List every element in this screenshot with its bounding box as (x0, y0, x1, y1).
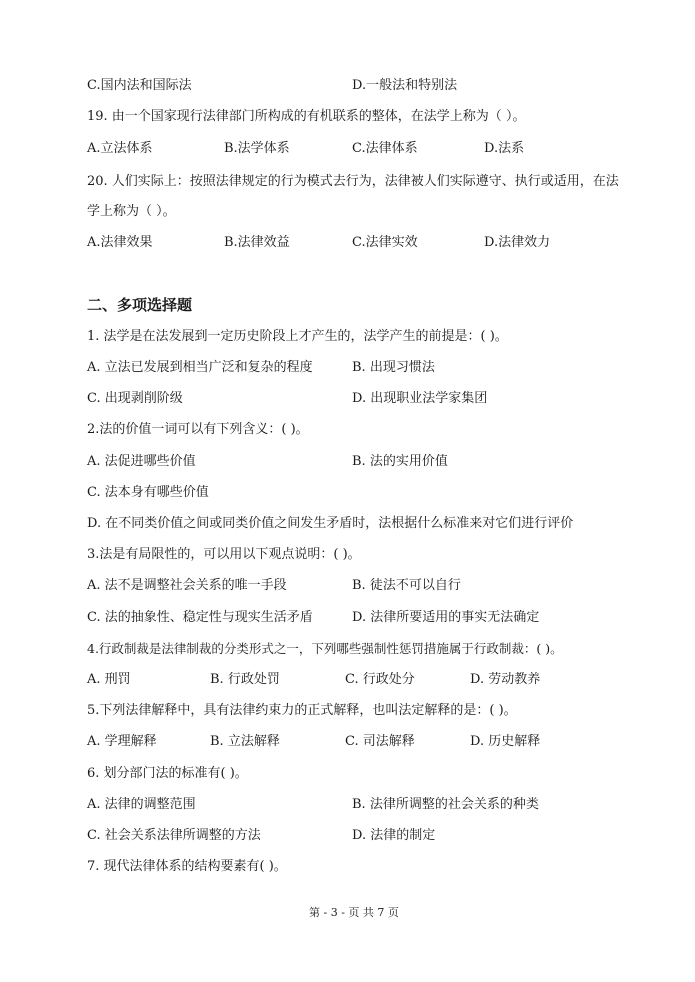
option-a: A.立法体系 (87, 141, 153, 156)
option-d: D. 法律的制定 (352, 828, 436, 843)
option-d: D. 在不同类价值之间或同类价值之间发生矛盾时，法根据什么标准来对它们进行评价 (87, 516, 574, 531)
question-6: 6. 划分部门法的标准有( )。 (87, 766, 248, 781)
option-d: D. 法律所要适用的事实无法确定 (352, 610, 540, 625)
option-d: D.法系 (484, 141, 525, 156)
option-d: D.一般法和特别法 (352, 78, 458, 93)
option-c: C. 法本身有哪些价值 (87, 485, 209, 500)
question-4: 4.行政制裁是法律制裁的分类形式之一，下列哪些强制性惩罚措施属于行政制裁：( )。 (87, 641, 563, 656)
option-a: A. 刑罚 (87, 672, 131, 687)
option-c: C. 法的抽象性、稳定性与现实生活矛盾 (87, 610, 313, 625)
option-b: B. 法律所调整的社会关系的种类 (352, 797, 539, 812)
question-3: 3.法是有局限性的，可以用以下观点说明：( )。 (87, 547, 361, 562)
page-footer: 第 - 3 - 页 共 7 页 (309, 906, 399, 919)
option-b: B.法学体系 (224, 141, 290, 156)
option-c: C. 社会关系法律所调整的方法 (87, 828, 261, 843)
question-1: 1. 法学是在法发展到一定历史阶段上才产生的，法学产生的前提是：( )。 (87, 329, 508, 344)
question-19: 19. 由一个国家现行法律部门所构成的有机联系的整体，在法学上称为（ ）。 (87, 109, 526, 124)
option-d: D.法律效力 (484, 235, 551, 250)
option-a: A. 立法已发展到相当广泛和复杂的程度 (87, 360, 313, 375)
option-d: D. 劳动教养 (470, 672, 541, 687)
question-5: 5.下列法律解释中，具有法律约束力的正式解释，也叫法定解释的是：( )。 (87, 703, 517, 718)
option-a: A. 法促进哪些价值 (87, 454, 196, 469)
option-c: C.法律体系 (352, 141, 418, 156)
question-20: 20. 人们实际上：按照法律规定的行为模式去行为，法律被人们实际遵守、执行或适用，在法 (87, 174, 619, 189)
option-a: A. 学理解释 (87, 734, 157, 749)
option-a: A. 法不是调整社会关系的唯一手段 (87, 578, 287, 593)
option-a: A.法律效果 (87, 235, 153, 250)
option-b: B. 出现习惯法 (352, 360, 435, 375)
option-c: C.法律实效 (352, 235, 418, 250)
question-2: 2.法的价值一词可以有下列含义：( )。 (87, 422, 309, 437)
option-b: B.法律效益 (224, 235, 290, 250)
section-title: 二、多项选择题 (87, 296, 193, 314)
question-7: 7. 现代法律体系的结构要素有( )。 (87, 859, 287, 874)
option-b: B. 立法解释 (210, 734, 280, 749)
option-b: B. 法的实用价值 (352, 454, 448, 469)
option-c: C.国内法和国际法 (87, 78, 192, 93)
option-c: C. 出现剥削阶级 (87, 391, 183, 406)
option-c: C. 行政处分 (345, 672, 415, 687)
option-a: A. 法律的调整范围 (87, 797, 196, 812)
option-c: C. 司法解释 (345, 734, 415, 749)
option-d: D. 出现职业法学家集团 (352, 391, 488, 406)
question-20-continued: 学上称为（ ）。 (87, 204, 176, 219)
option-b: B. 徒法不可以自行 (352, 578, 461, 593)
option-b: B. 行政处罚 (210, 672, 280, 687)
option-d: D. 历史解释 (470, 734, 541, 749)
